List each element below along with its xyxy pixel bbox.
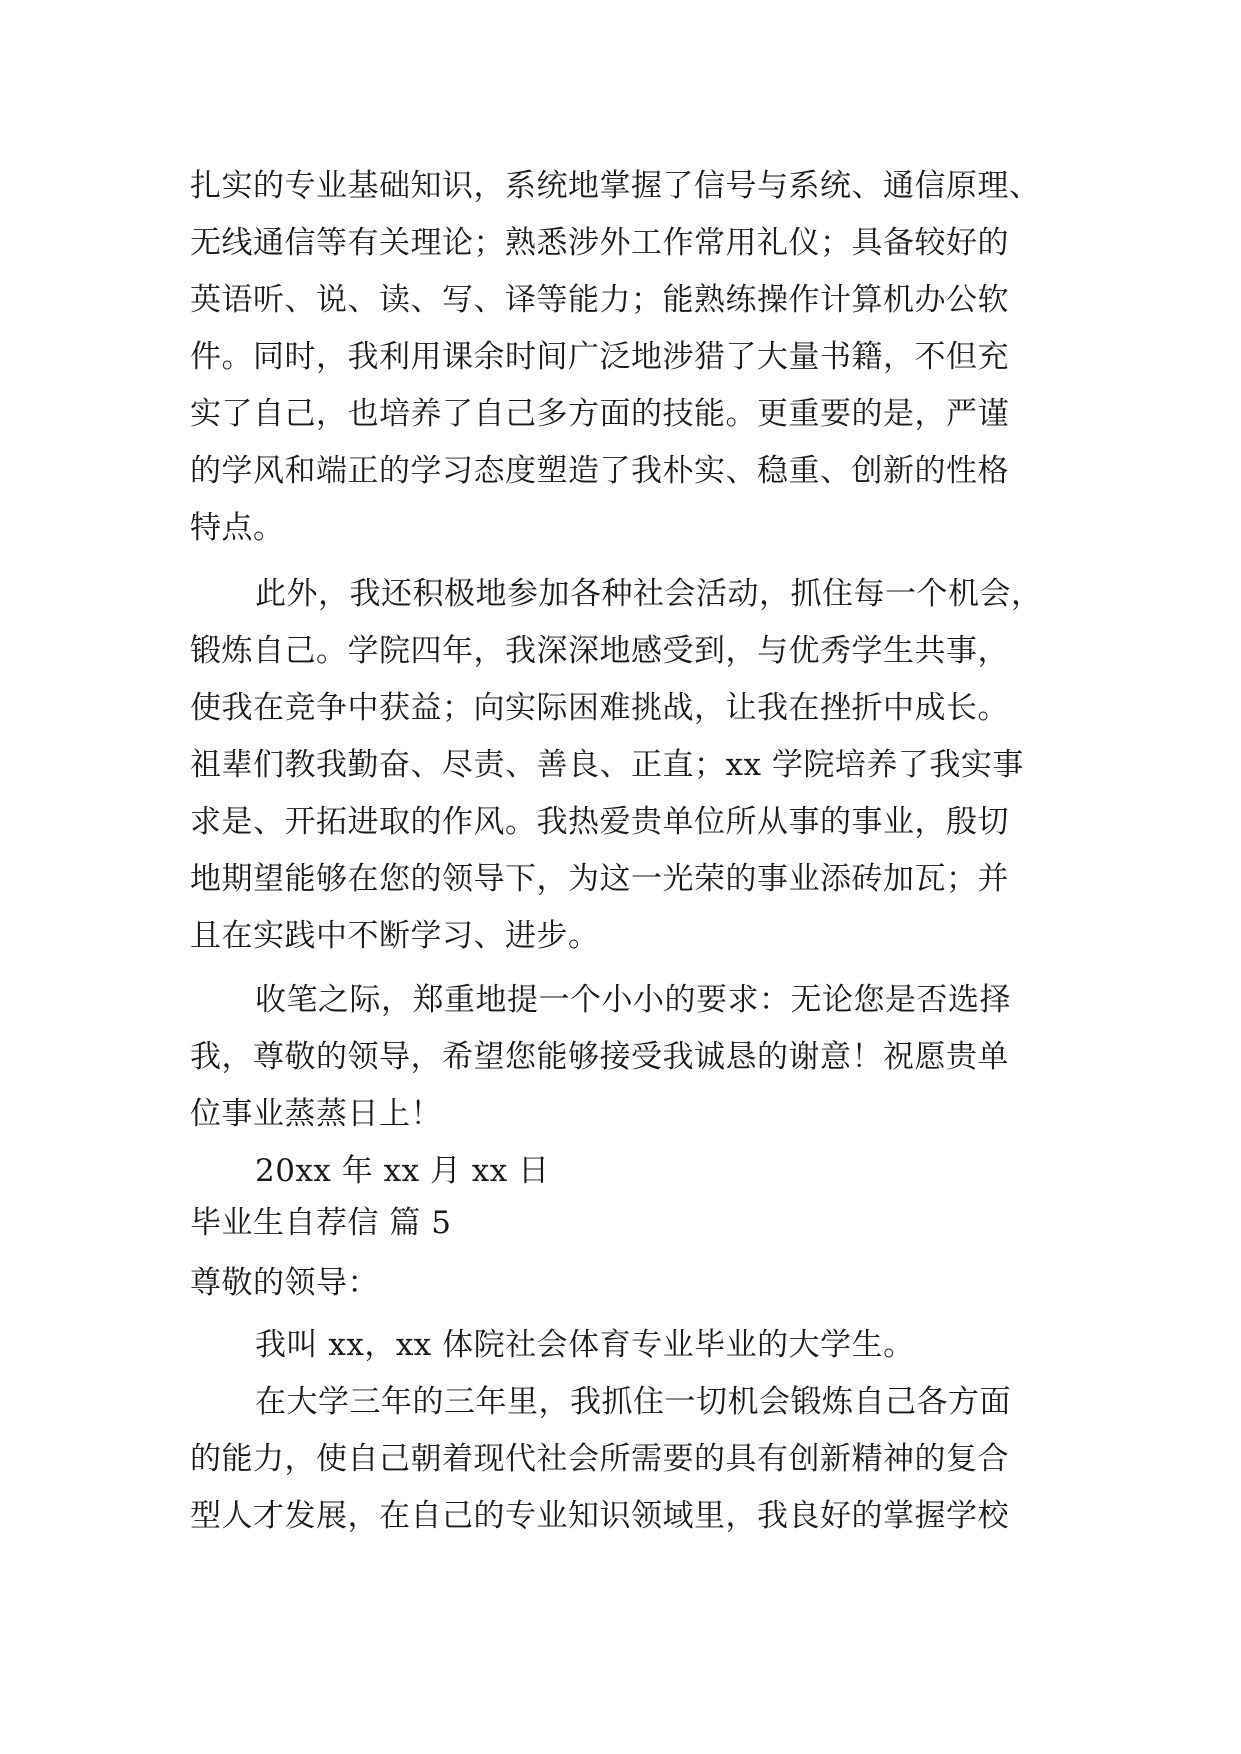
paragraph-line: 锻炼自己。学院四年，我深深地感受到，与优秀学生共事， (190, 633, 1009, 669)
paragraph-line: 祖辈们教我勤奋、尽责、善良、正直；xx 学院培养了我实事 (190, 747, 1024, 783)
paragraph-line: 扎实的专业基础知识，系统地掌握了信号与系统、通信原理、 (190, 168, 1041, 204)
paragraph-4 (190, 1374, 1050, 1545)
paragraph-line: 且在实践中不断学习、进步。 (190, 918, 600, 954)
paragraph-line: 此外，我还积极地参加各种社会活动，抓住每一个机会， (255, 576, 1043, 612)
paragraph-line: 使我在竞争中获益；向实际困难挑战，让我在挫折中成长。 (190, 690, 1009, 726)
paragraph-line: 型人才发展，在自己的专业知识领域里，我良好的掌握学校 (190, 1498, 1009, 1534)
paragraph-1 (190, 158, 1050, 557)
section-title-block (190, 1198, 1050, 1248)
paragraph-line: 件。同时，我利用课余时间广泛地涉猎了大量书籍，不但充 (190, 339, 1009, 375)
intro-block (190, 1320, 1050, 1370)
paragraph-line: 的学风和端正的学习态度塑造了我朴实、稳重、创新的性格 (190, 453, 1009, 489)
paragraph-3 (190, 972, 1050, 1143)
salutation: 尊敬的领导： (190, 1265, 379, 1301)
paragraph-line: 收笔之际，郑重地提一个小小的要求：无论您是否选择 (255, 982, 1011, 1018)
paragraph-line: 我，尊敬的领导，希望您能够接受我诚恳的谢意！祝愿贵单 (190, 1039, 1009, 1075)
paragraph-line: 无线通信等有关理论；熟悉涉外工作常用礼仪；具备较好的 (190, 225, 1009, 261)
paragraph-line: 的能力，使自己朝着现代社会所需要的具有创新精神的复合 (190, 1441, 1009, 1477)
paragraph-line: 实了自己，也培养了自己多方面的技能。更重要的是，严谨 (190, 396, 1009, 432)
paragraph-line: 特点。 (190, 510, 285, 546)
salutation-block (190, 1258, 1050, 1308)
paragraph-2 (190, 566, 1050, 965)
paragraph-line: 求是、开拓进取的作风。我热爱贵单位所从事的事业，殷切 (190, 804, 1009, 840)
date-line: 20xx 年 xx 月 xx 日 (255, 1153, 550, 1189)
date-block (190, 1146, 1050, 1196)
paragraph-line: 位事业蒸蒸日上！ (190, 1096, 442, 1132)
intro-line: 我叫 xx，xx 体院社会体育专业毕业的大学生。 (255, 1327, 915, 1363)
paragraph-line: 在大学三年的三年里，我抓住一切机会锻炼自己各方面 (255, 1384, 1011, 1420)
section-title: 毕业生自荐信 篇 5 (190, 1205, 452, 1241)
paragraph-line: 地期望能够在您的领导下，为这一光荣的事业添砖加瓦；并 (190, 861, 1009, 897)
paragraph-line: 英语听、说、读、写、译等能力；能熟练操作计算机办公软 (190, 282, 1009, 318)
